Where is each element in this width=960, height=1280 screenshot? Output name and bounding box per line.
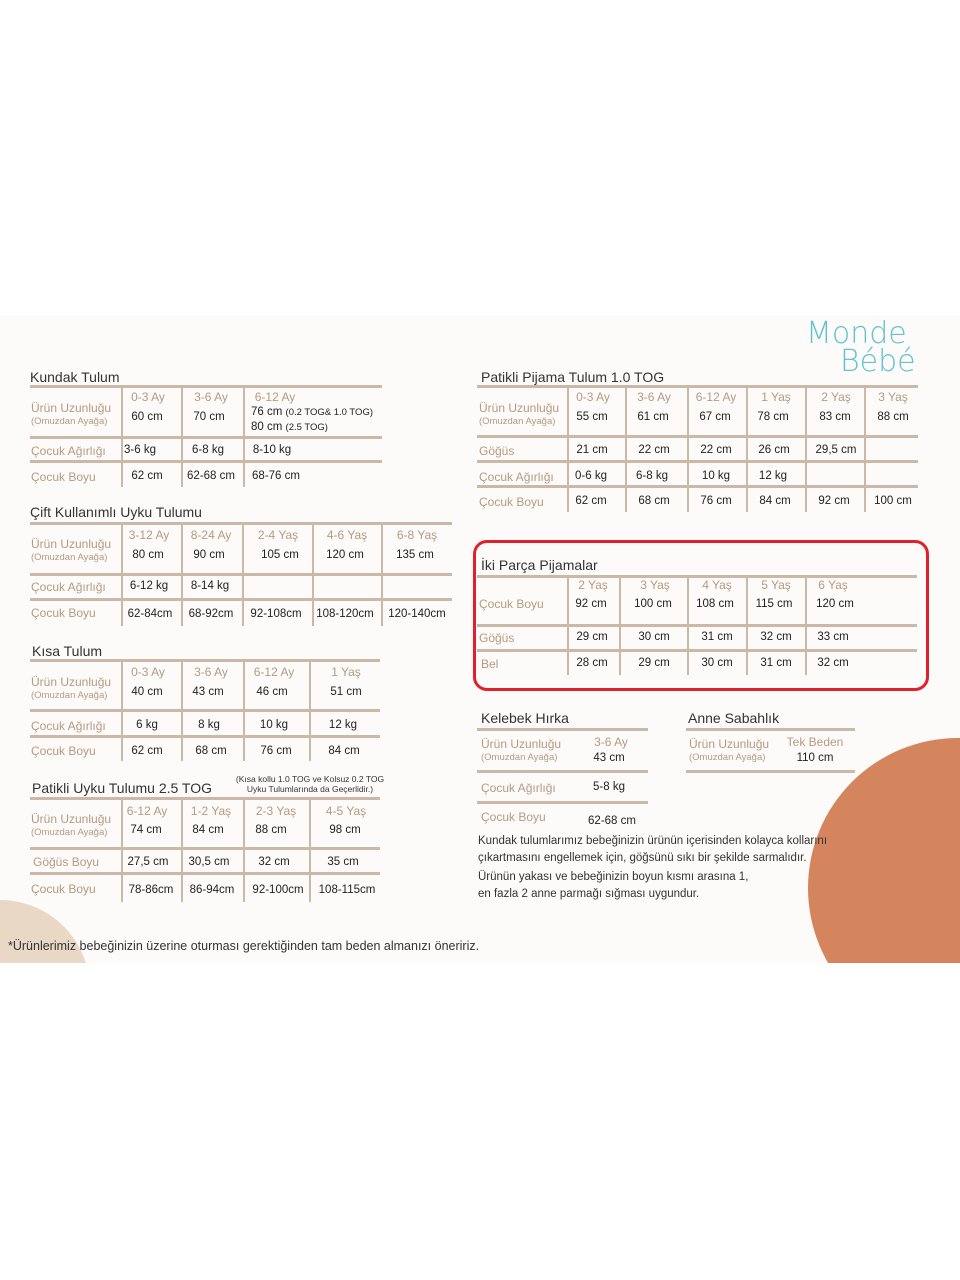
cell-value: 84 cm <box>759 495 791 507</box>
cell-value: 108-115cm <box>318 884 376 896</box>
row-label-length <box>689 737 769 765</box>
divider <box>687 387 689 512</box>
patikli25-note <box>224 774 396 794</box>
cell-value: 135 cm <box>396 549 434 561</box>
rule <box>477 385 918 388</box>
cell-value <box>251 421 328 433</box>
cell-value: 83 cm <box>819 411 851 423</box>
row-label-weight: Çocuk Ağırlığı <box>481 781 556 795</box>
cell-value: 92-100cm <box>252 884 304 896</box>
row-label-weight: Çocuk Ağırlığı <box>31 580 106 594</box>
cell-value: 51 cm <box>330 686 362 698</box>
cell-value: 0-6 kg <box>575 470 607 482</box>
cell-value: 29 cm <box>576 631 608 643</box>
divider <box>625 387 627 512</box>
cell-value: 62-84cm <box>127 608 173 620</box>
row-label-height: Çocuk Boyu <box>31 470 96 484</box>
divider <box>687 577 689 675</box>
cell-value: 120-140cm <box>388 608 446 620</box>
rule <box>30 797 380 800</box>
cell-value: 88 cm <box>255 824 287 836</box>
size-header: 6-8 Yaş <box>396 528 438 542</box>
cell-value: 30 cm <box>638 631 670 643</box>
note-line: Kundak tulumlarımız bebeğinizin ürünün içerisinden kolayca kollarını <box>478 835 828 847</box>
divider <box>312 524 314 626</box>
divider <box>567 387 569 512</box>
cell-value: 32 cm <box>817 657 849 669</box>
rule <box>477 770 648 773</box>
cell-value: 61 cm <box>637 411 669 423</box>
cell-value: 84 cm <box>192 824 224 836</box>
row-label-length <box>479 401 559 429</box>
cell-value: 100 cm <box>874 495 912 507</box>
cell-value: 98 cm <box>329 824 361 836</box>
divider <box>121 387 123 487</box>
row-label-length <box>31 401 111 429</box>
cell-value: 32 cm <box>258 856 290 868</box>
cell-value: 92 cm <box>575 598 607 610</box>
cell-value: 6-8 kg <box>192 444 224 456</box>
divider <box>121 799 123 902</box>
cell-value: 110 cm <box>796 752 834 764</box>
cell-value: 30 cm <box>701 657 733 669</box>
row-label-length <box>31 675 111 703</box>
brand-logo-line2: Bébé <box>840 344 916 379</box>
rule <box>30 709 380 712</box>
size-header: 3-6 Ay <box>594 735 628 749</box>
divider <box>864 387 866 512</box>
cell-value: 30,5 cm <box>188 856 230 868</box>
row-label-height: Çocuk Boyu <box>479 597 544 611</box>
note-paragraph-1 <box>478 833 827 867</box>
divider <box>381 524 383 626</box>
cell-value: 100 cm <box>634 598 672 610</box>
cell-value-note: (2.5 TOG) <box>285 422 328 433</box>
cell-value: 6 kg <box>136 719 158 731</box>
cell-value: 120 cm <box>816 598 854 610</box>
size-header: 4-5 Yaş <box>325 804 367 818</box>
divider <box>746 577 748 675</box>
row-label-weight: Çocuk Ağırlığı <box>479 470 554 484</box>
cell-value: 62 cm <box>575 495 607 507</box>
divider <box>243 661 245 761</box>
cell-value: 92 cm <box>818 495 850 507</box>
row-label-height: Çocuk Boyu <box>479 495 544 509</box>
cell-value: 88 cm <box>877 411 909 423</box>
cell-value: 74 cm <box>130 824 162 836</box>
row-label-chest: Göğüs <box>479 444 515 458</box>
size-header: 3 Yaş <box>878 390 908 404</box>
divider <box>619 577 621 675</box>
row-label-sub: (Omuzdan Ayağa) <box>31 690 108 701</box>
rule <box>477 460 918 463</box>
divider <box>746 387 748 512</box>
cell-value: 27,5 cm <box>127 856 169 868</box>
cell-value: 108-120cm <box>316 608 374 620</box>
cell-value: 6-12 kg <box>129 580 169 592</box>
brand-logo-line1: Monde <box>806 316 907 351</box>
rule <box>30 735 380 738</box>
cell-value: 8 kg <box>198 719 220 731</box>
cell-value: 12 kg <box>328 719 358 731</box>
divider <box>805 387 807 512</box>
divider <box>181 799 183 902</box>
footer-recommendation: *Ürünlerimiz bebeğinizin üzerine oturması gerektiğinden tam beden almanızı öneririz. <box>8 939 480 953</box>
rule <box>30 385 382 388</box>
anne-title: Anne Sabahlık <box>688 710 780 726</box>
cell-value: 10 kg <box>259 719 289 731</box>
size-header: 0-3 Ay <box>576 390 610 404</box>
row-label-chest: Göğüs Boyu <box>33 855 100 869</box>
cell-value: 29,5 cm <box>815 444 857 456</box>
cell-value: 8-14 kg <box>190 580 230 592</box>
cell-value: 31 cm <box>760 657 792 669</box>
size-header: 0-3 Ay <box>131 665 165 679</box>
patikli25-title: Patikli Uyku Tulumu 2.5 TOG <box>32 780 212 796</box>
row-label-length <box>31 537 111 565</box>
rule <box>477 649 917 652</box>
row-label-sub: (Omuzdan Ayağa) <box>479 416 556 427</box>
divider <box>309 799 311 902</box>
note-line: çıkartmasını engellemek için, göğsünü sıkı bir şekilde sarmalıdır. <box>478 852 807 864</box>
rule <box>477 435 918 438</box>
size-header: Tek Beden <box>786 735 844 749</box>
divider <box>243 799 245 902</box>
cell-value: 33 cm <box>817 631 849 643</box>
divider <box>181 524 183 626</box>
rule <box>30 847 380 850</box>
cell-value: 3-6 kg <box>124 444 156 456</box>
divider <box>181 661 183 761</box>
cell-value: 115 cm <box>755 598 793 610</box>
cell-value: 67 cm <box>699 411 731 423</box>
cell-value: 62-68 cm <box>187 470 235 482</box>
cell-value: 92-108cm <box>250 608 302 620</box>
row-label-height: Çocuk Boyu <box>31 606 96 620</box>
rule <box>477 485 918 488</box>
cell-value: 40 cm <box>131 686 163 698</box>
note-line: Uyku Tulumlarında da Geçerlidir.) <box>246 784 374 794</box>
size-header: 4-6 Yaş <box>326 528 368 542</box>
size-chart <box>0 315 960 963</box>
cell-value: 43 cm <box>593 752 625 764</box>
rule <box>30 659 380 662</box>
cell-value <box>251 406 373 418</box>
cell-value: 86-94cm <box>189 884 235 896</box>
cell-value: 55 cm <box>576 411 608 423</box>
row-label-sub: (Omuzdan Ayağa) <box>31 416 108 427</box>
size-header: 6-12 Ay <box>253 665 295 679</box>
row-label-sub: (Omuzdan Ayağa) <box>31 827 108 838</box>
size-header: 5 Yaş <box>761 578 791 592</box>
size-header: 2-4 Yaş <box>257 528 299 542</box>
size-header: 3-6 Ay <box>194 665 228 679</box>
size-header: 6-12 Ay <box>695 390 737 404</box>
cell-value: 68-92cm <box>188 608 234 620</box>
size-header: 2-3 Yaş <box>255 804 297 818</box>
row-label-sub: (Omuzdan Ayağa) <box>31 552 108 563</box>
rule <box>686 728 855 731</box>
cell-value: 84 cm <box>328 745 360 757</box>
size-header: 2 Yaş <box>821 390 851 404</box>
rule <box>686 770 855 773</box>
rule <box>30 573 452 576</box>
cell-value: 68 cm <box>638 495 670 507</box>
cell-value: 43 cm <box>192 686 224 698</box>
size-header: 1 Yaş <box>331 665 361 679</box>
divider <box>243 387 245 487</box>
cell-value: 120 cm <box>326 549 364 561</box>
note-line: Ürünün yakası ve bebeğinizin boyun kısmı arasına 1, <box>478 871 749 883</box>
cell-value: 22 cm <box>700 444 732 456</box>
rule <box>30 522 452 525</box>
cell-value: 10 kg <box>701 470 731 482</box>
divider <box>309 661 311 761</box>
row-label-chest: Göğüs <box>479 631 515 645</box>
note-line: en fazla 2 anne parmağı sığması uygundur. <box>478 888 700 900</box>
size-header: 6-12 Ay <box>254 390 296 404</box>
cell-value: 60 cm <box>131 411 163 423</box>
cell-value: 22 cm <box>638 444 670 456</box>
rule <box>477 624 917 627</box>
rule <box>477 575 917 578</box>
cift-title: Çift Kullanımlı Uyku Tulumu <box>30 504 202 520</box>
row-label-text: Ürün Uzunluğu <box>479 401 560 415</box>
row-label-text: Ürün Uzunluğu <box>31 675 112 689</box>
row-label-text: Ürün Uzunluğu <box>481 737 562 751</box>
kisa-title: Kısa Tulum <box>32 643 103 659</box>
size-header: 6-12 Ay <box>126 804 168 818</box>
size-header: 1 Yaş <box>761 390 791 404</box>
cell-value: 29 cm <box>638 657 670 669</box>
divider <box>181 387 183 487</box>
row-label-length <box>481 737 561 765</box>
row-label-height: Çocuk Boyu <box>31 882 96 896</box>
divider <box>121 661 123 761</box>
cell-value: 35 cm <box>327 856 359 868</box>
row-label-text: Ürün Uzunluğu <box>31 401 112 415</box>
size-header: 0-3 Ay <box>131 390 165 404</box>
iki-title: İki Parça Pijamalar <box>481 557 598 573</box>
divider <box>242 524 244 626</box>
row-label-weight: Çocuk Ağırlığı <box>31 719 106 733</box>
rule <box>30 598 452 601</box>
cell-value: 78 cm <box>757 411 789 423</box>
rule <box>30 436 382 439</box>
cell-value: 28 cm <box>576 657 608 669</box>
rule <box>30 460 382 463</box>
size-header: 3-6 Ay <box>194 390 228 404</box>
cell-value: 6-8 kg <box>636 470 668 482</box>
cell-value: 108 cm <box>696 598 734 610</box>
cell-value: 62 cm <box>131 745 163 757</box>
cell-value: 68-76 cm <box>252 470 300 482</box>
row-label-weight: Çocuk Ağırlığı <box>31 444 106 458</box>
cell-value: 21 cm <box>576 444 608 456</box>
divider <box>805 577 807 675</box>
cell-value: 8-10 kg <box>252 444 292 456</box>
kelebek-title: Kelebek Hırka <box>481 710 569 726</box>
row-label-waist: Bel <box>481 657 499 671</box>
size-header: 1-2 Yaş <box>190 804 232 818</box>
patikli10-title: Patikli Pijama Tulum 1.0 TOG <box>481 369 665 385</box>
cell-value: 12 kg <box>758 470 788 482</box>
rule <box>477 728 648 731</box>
cell-value-note: (0.2 TOG& 1.0 TOG) <box>285 407 374 418</box>
cell-value: 90 cm <box>193 549 225 561</box>
cell-value: 46 cm <box>256 686 288 698</box>
decorative-beige-circle <box>0 900 90 963</box>
cell-value-text: 76 cm <box>251 406 283 418</box>
size-header: 3-6 Ay <box>637 390 671 404</box>
row-label-sub: (Omuzdan Ayağa) <box>689 752 766 763</box>
cell-value: 68 cm <box>195 745 227 757</box>
size-header: 3 Yaş <box>640 578 670 592</box>
divider <box>121 524 123 626</box>
cell-value: 26 cm <box>758 444 790 456</box>
row-label-height: Çocuk Boyu <box>481 810 546 824</box>
cell-value: 78-86cm <box>128 884 174 896</box>
divider <box>567 577 569 675</box>
row-label-text: Ürün Uzunluğu <box>31 537 112 551</box>
cell-value: 80 cm <box>132 549 164 561</box>
cell-value: 105 cm <box>261 549 299 561</box>
cell-value: 31 cm <box>701 631 733 643</box>
size-header: 3-12 Ay <box>128 528 170 542</box>
row-label-sub: (Omuzdan Ayağa) <box>481 752 558 763</box>
cell-value: 62 cm <box>131 470 163 482</box>
row-label-height: Çocuk Boyu <box>31 744 96 758</box>
kundak-title: Kundak Tulum <box>30 369 120 385</box>
brand-logo <box>806 316 916 379</box>
size-header: 2 Yaş <box>578 578 608 592</box>
row-label-length <box>31 812 111 840</box>
rule <box>30 872 380 875</box>
row-label-text: Ürün Uzunluğu <box>31 812 112 826</box>
cell-value: 76 cm <box>700 495 732 507</box>
cell-value: 70 cm <box>193 411 225 423</box>
cell-value: 5-8 kg <box>593 781 625 793</box>
cell-value: 62-68 cm <box>588 815 636 827</box>
size-header: 6 Yaş <box>818 578 848 592</box>
note-paragraph-2 <box>478 869 748 903</box>
rule <box>477 801 648 804</box>
cell-value: 32 cm <box>760 631 792 643</box>
size-header: 8-24 Ay <box>190 528 232 542</box>
note-line: (Kısa kollu 1.0 TOG ve Kolsuz 0.2 TOG <box>235 774 385 784</box>
row-label-text: Ürün Uzunluğu <box>689 737 770 751</box>
size-header: 4 Yaş <box>702 578 732 592</box>
cell-value-text: 80 cm <box>251 421 283 433</box>
cell-value: 76 cm <box>260 745 292 757</box>
